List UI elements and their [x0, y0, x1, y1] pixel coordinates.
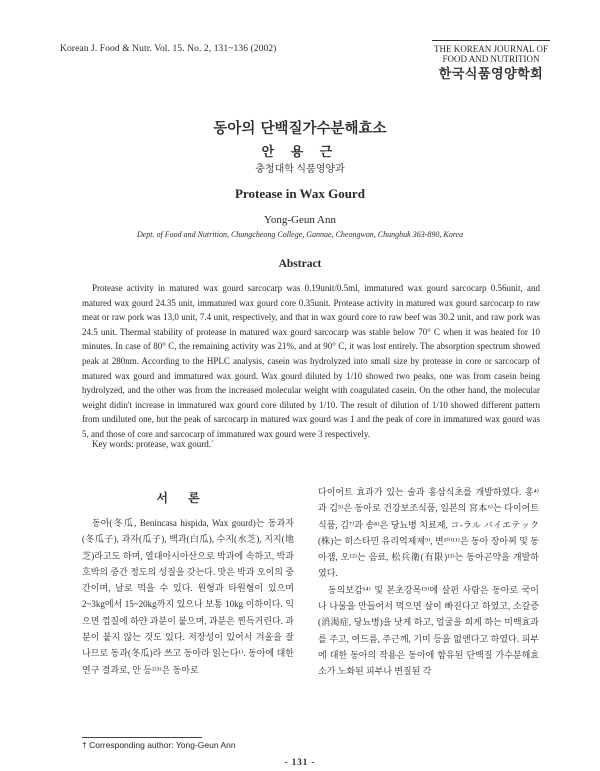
- right-column: [318, 484, 539, 680]
- journal-name-en-line2: FOOD AND NUTRITION: [442, 54, 540, 64]
- intro-paragraph-right-2: 동의보감¹⁴⁾ 및 본초강목¹⁵⁾에 살펀 사람은 동아로 국이나 나물을 만들어서 먹으면 살이 빠진다고 하였고, 소갈증(消渴症, 당뇨병)을 낫게 하고, 얼굴을 희게 하는 미백효과를 주고, 여드름, 주근깨, 기미 등을 없앤다고 하였다. 피부에 대한 동아의 작용은 동아에 함유된 단백질 가수분해효소가 노화된 피부나 변질된 각: [318, 584, 539, 677]
- journal-citation: Korean J. Food & Nutr. Vol. 15. No. 2, 131~136 (2002): [60, 44, 277, 54]
- journal-name-ko: 한국식품영양학회: [438, 67, 544, 82]
- left-column: [82, 515, 294, 678]
- corresponding-author-footnote: † Corresponding author: Yong-Geun Ann: [82, 740, 236, 750]
- journal-masthead: [432, 40, 550, 83]
- masthead-rule: [432, 40, 550, 41]
- intro-paragraph-right-1: 다이어트 효과가 있는 술과 홍삼식초를 개발하였다. 홍⁴⁾과 김⁵⁾은 동아로 건강보조식품, 일본의 宮本⁶⁾는 다이어트 식품, 김⁷⁾과 송⁸⁾은 당뇨병 치료제, コ-ラル バイエテック(株)는 히스타민 유리억제제⁹⁾, 변¹⁰⁾¹¹⁾은 동아 장아찌 및 동아잼, 오¹²⁾는 음료, 松兵衛(有限)¹³⁾는 동아곤약을 개발하였다.: [318, 487, 539, 579]
- section-heading-intro: 서 론: [156, 491, 208, 505]
- journal-name-en-line1: THE KOREAN JOURNAL OF: [434, 44, 548, 54]
- footnote-rule: [82, 737, 202, 738]
- abstract-heading: Abstract: [278, 258, 322, 270]
- abstract-text: Protease activity in matured wax gourd sarcocarp was 0.19unit/0.5ml, immatured wax gourd sarcocarp 0.56unit, and matured wax gourd 24.35 unit, immatured wax gourd core 0.35unit. Protease activity in matured wax gourd sarcocarp to raw meat or raw pork was 13,0 unit, 7.4 unit, respectively, and that in wax gourd core to raw beef was 30.2 unit, and raw pork was 24.5 unit. Thermal stability of protease in matured wax gourd sarcocarp was stable below 70° C when it was heated for 10 minutes. In case of 80° C, the remaining activity was 21%, and at 90° C, it was lost entirely. The absorption spectrum showed peak at 280nm. According to the HPLC analysis, casein was hydrolyzed into small size by protease in core or sarcocarp of matured wax gourd and immatured wax gourd. Wax gourd diluted by 1/10 showed two peaks, one was from casein being hydrolyzed, and the other was from the increased molecular weight with coagulated casein. On the other hand, the molecular weight didin't increase in immatured wax gourd core diluted by 1/10. The result of dilution of 1/10 showed different pattern from undiluted one, but the peak of sarcocarp in matured wax gourd was 1 and the peak of core in immatured wax gourd was 5, and those of core and sarcocarp of immatured wax gourd were 3 respectively.: [82, 283, 540, 439]
- affiliation-en: Dept. of Food and Nutrition, Chungcheong College, Gannae, Cheongwon, Chungbuk 363-890, Korea: [136, 230, 464, 239]
- affiliation-ko: 충청대학 식품영양과: [255, 164, 345, 175]
- paper-title-ko: 동아의 단백질가수분해효소: [213, 121, 387, 137]
- paper-title-en: Protease in Wax Gourd: [235, 186, 365, 201]
- author-name-en: Yong-Geun Ann: [264, 214, 336, 226]
- page-number: - 131 -: [284, 757, 316, 767]
- intro-paragraph-left: 동아(冬瓜, Benincasa hispida, Wax gourd)는 동과자(冬瓜子), 과자(瓜子), 백과(白瓜), 수지(水芝), 지지(地芝)라고도 하며, 열대아시아산으로 박과에 속하고, 박과 호박의 중간 정도의 성질을 갖는다. 맛은 박과 오이의 중간이며, 날로 먹을 수 있다. 원형과 타원형이 있으며 2~3kg에서 15~20kg까지 있으나 보통 10kg 이하이다. 익으면 껍질에 하얀 과분이 붙으며, 과분은 찐득거린다. 과분이 붙지 않는 것도 있다. 저장성이 있어서 겨울을 잘 나므로 동과(冬瓜)라 쓰고 동아라 읽는다¹⁾. 동아에 대한 연구 결과로, 안 등²⁾³⁾은 동아로: [82, 518, 294, 675]
- keywords: Key words: protease, wax gourd.´: [92, 439, 214, 449]
- author-name-ko: 안 용 근: [261, 145, 339, 160]
- abstract-body: [82, 281, 540, 442]
